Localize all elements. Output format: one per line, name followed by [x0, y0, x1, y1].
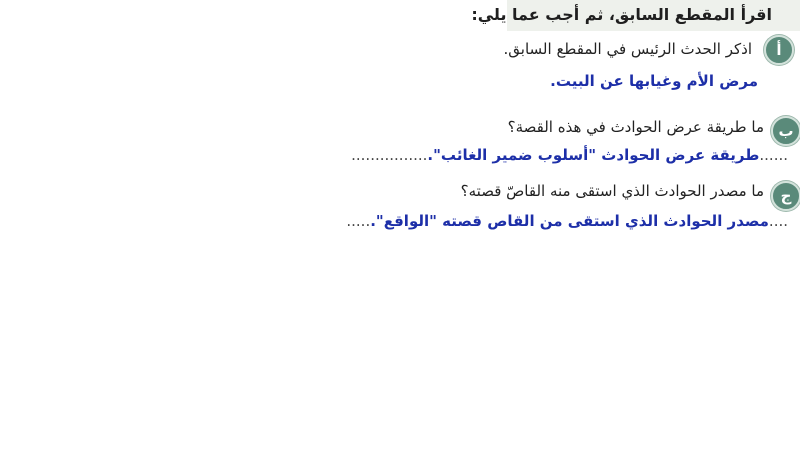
answer-b-text	[351, 146, 788, 164]
answer-b-value: طريقة عرض الحوادث "أسلوب ضمير الغائب".	[427, 146, 760, 164]
answer-b-lead-dots: ......	[759, 146, 788, 164]
question-marker-c: ج	[771, 181, 800, 211]
answer-b-trail-dots: ................	[351, 146, 428, 164]
answer-c-lead-dots: ....	[768, 212, 788, 230]
question-marker-b: ب	[771, 116, 800, 146]
answer-c-trail-dots: .....	[346, 212, 371, 230]
answer-a-text	[550, 72, 758, 90]
question-b-text: ما طريقة عرض الحوادث في هذه القصة؟	[507, 118, 764, 136]
question-c-text: ما مصدر الحوادث الذي استقى منه القاصّ قصته؟	[460, 182, 764, 200]
instruction-text: اقرأ المقطع السابق، ثم أجب عما يلي:	[471, 5, 772, 24]
answer-c-text	[346, 212, 788, 230]
question-marker-a: أ	[764, 35, 794, 65]
question-a-text: اذكر الحدث الرئيس في المقطع السابق.	[503, 40, 752, 58]
answer-a-value: مرض الأم وغيابها عن البيت.	[550, 72, 758, 90]
answer-c-value: مصدر الحوادث الذي استقى من القاص قصته "الواقع".	[370, 212, 769, 230]
